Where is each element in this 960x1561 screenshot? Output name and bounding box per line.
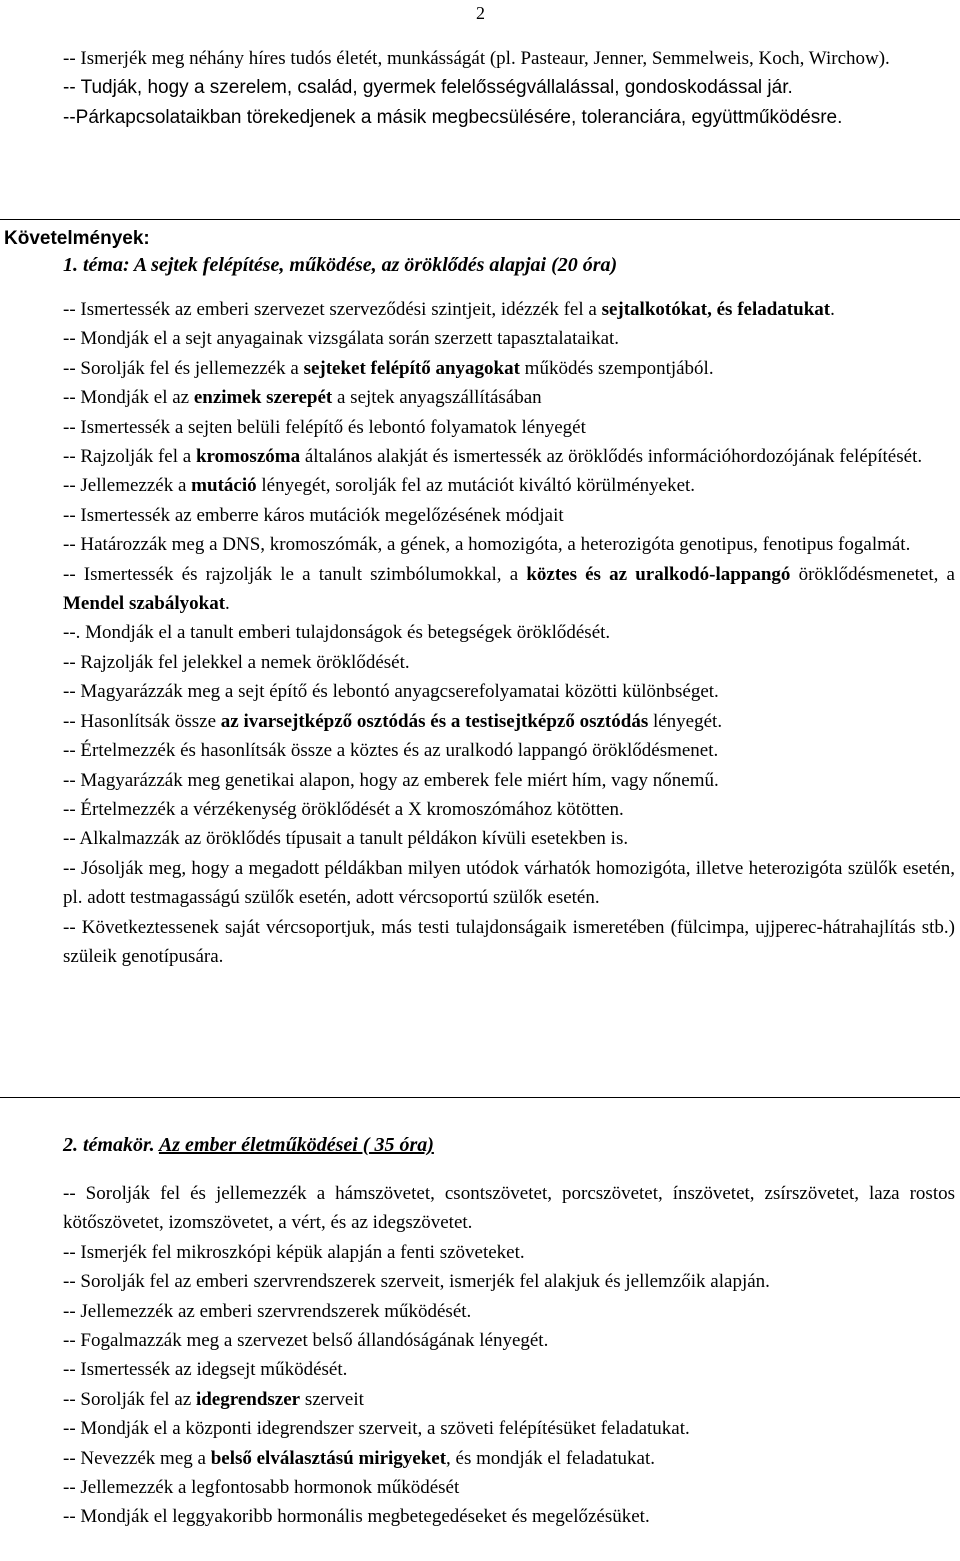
requirement-item [63, 1326, 955, 1355]
item-text: -- Rajzolják fel jelekkel a nemek öröklődését. [63, 651, 410, 673]
item-text: -- Jósolják meg, hogy a megadott példákban milyen utódok várhatók homozigóta, illetve heterozigóta szülők esetén, pl. adott testmagasságú szülők esetén, adott vércsoportú szülők esetén. [63, 857, 955, 909]
intro-item: -- Tudják, hogy a szerelem, család, gyermek felelősségvállalással, gondoskodással jár. [63, 77, 793, 99]
item-text: -- Magyarázzák meg a sejt építő és lebontó anyagcserefolyamatai közötti különbséget. [63, 681, 719, 703]
item-text: lényegét, sorolják fel az mutációt kiváltó körülményeket. [256, 475, 696, 497]
item-text: -- Magyarázzák meg genetikai alapon, hogy az emberek fele miért hím, vagy nőnemű. [63, 769, 719, 791]
item-text: -- Ismerjék fel mikroszkópi képük alapján a fenti szöveteket. [63, 1241, 525, 1263]
bold-term: mutáció [191, 475, 257, 497]
item-text: -- Ismertessék a sejten belüli felépítő és lebontó folyamatok lényegét [63, 416, 586, 438]
topic2-title-text: Az ember életműködései ( 35 óra) [158, 1134, 434, 1156]
requirement-item [63, 383, 955, 412]
item-text: -- Mondják el leggyakoribb hormonális megbetegedéseket és megelőzésüket. [63, 1506, 650, 1528]
requirement-item [63, 854, 955, 913]
bold-term: sejtalkotókat, és feladatukat [601, 299, 831, 320]
item-text: öröklődésmenetet, a [790, 563, 955, 585]
item-text: -- Sorolják fel és jellemezzék a hámszövetet, csontszövetet, porcszövetet, ínszövetet, zsírszövetet, laza rostos kötőszövetet, izomszövetet, a vért, és az idegszövetet. [63, 1183, 955, 1234]
requirement-item [63, 1502, 955, 1531]
topic1-items [63, 295, 955, 971]
bold-term: sejteket felépítő anyagokat [303, 357, 520, 379]
bold-term: enzimek szerepét [193, 387, 333, 409]
bold-term: köztes és az uralkodó-lappangó [526, 563, 791, 585]
topic2-number: 2. témakör. [63, 1134, 155, 1156]
topic1-title: 1. téma: A sejtek felépítése, működése, az öröklődés alapjai (20 óra) [63, 254, 618, 276]
requirement-item [63, 442, 955, 471]
bold-term: kromoszóma [195, 446, 301, 468]
item-text: -- Ismertessék az idegsejt működését. [63, 1359, 348, 1381]
requirement-item [63, 707, 955, 736]
item-text: működés szempontjából. [519, 357, 714, 379]
requirement-item [63, 324, 955, 353]
item-text: -- Sorolják fel az [63, 1388, 196, 1410]
requirement-item [63, 1414, 955, 1443]
item-text: . [225, 593, 230, 615]
topic2-title [63, 1134, 434, 1157]
item-text: a sejtek anyagszállításában [332, 387, 542, 409]
item-text: -- Jellemezzék a legfontosabb hormonok működését [63, 1477, 460, 1499]
bold-term: Mendel szabályokat [63, 593, 226, 615]
bold-term: belső elválasztású mirigyeket [210, 1447, 447, 1469]
item-text: -- Következtessenek saját vércsoportjuk, más testi tulajdonságaik ismeretében (fülcimpa, ujjperec-hátrahajlítás stb.) szüleik genotípusára. [63, 916, 955, 967]
requirement-item [63, 501, 955, 530]
item-text: . [830, 299, 835, 320]
requirement-item [63, 530, 955, 559]
topic2-items [63, 1179, 955, 1532]
requirement-item [63, 1355, 955, 1384]
requirement-item [63, 1444, 955, 1473]
page-number: 2 [476, 3, 485, 23]
requirement-item [63, 795, 955, 824]
requirement-item [63, 1267, 955, 1296]
bold-term: az ivarsejtképző osztódás és a testisejtképző osztódás [220, 710, 649, 732]
requirement-item [63, 1385, 955, 1414]
requirement-item [63, 1238, 955, 1267]
requirement-item [63, 648, 955, 677]
item-text: -- Sorolják fel az emberi szervrendszerek szerveit, ismerjék fel alakjuk és jellemzőik alapján. [63, 1271, 770, 1293]
item-text: , és mondják el feladatukat. [446, 1447, 655, 1469]
item-text: -- Ismertessék az emberre káros mutációk megelőzésének módjait [63, 504, 564, 526]
divider [0, 1097, 960, 1098]
requirement-item [63, 471, 955, 500]
item-text: -- Ismertessék az emberi szervezet szerveződési szintjeit, idézzék fel a [63, 299, 602, 320]
intro-item: --Párkapcsolataikban törekedjenek a másik megbecsülésére, toleranciára, együttműködésre. [63, 106, 843, 128]
item-text: -- Rajzolják fel a [63, 446, 196, 468]
requirement-item [63, 913, 955, 972]
requirement-item [63, 413, 955, 442]
bold-term: idegrendszer [195, 1388, 301, 1410]
requirement-item [63, 354, 955, 383]
item-text: -- Határozzák meg a DNS, kromoszómák, a gének, a homozigóta, a heterozigóta genotipus, fenotipus fogalmát. [63, 534, 911, 556]
intro-block [63, 44, 955, 132]
intro-item: -- Ismerjék meg néhány híres tudós életét, munkásságát (pl. Pasteaur, Jenner, Semmelweis, Koch, Wirchow). [63, 48, 890, 69]
item-text: -- Mondják el az [63, 387, 194, 409]
requirement-item [63, 1473, 955, 1502]
item-text: -- Alkalmazzák az öröklődés típusait a tanult példákon kívüli esetekben is. [63, 828, 629, 850]
item-text: -- Jellemezzék a [63, 475, 192, 497]
item-text: --. Mondják el a tanult emberi tulajdonságok és betegségek öröklődését. [63, 622, 611, 644]
item-text: -- Mondják el a központi idegrendszer szerveit, a szöveti felépítésüket feladatukat. [63, 1418, 690, 1440]
item-text: -- Fogalmazzák meg a szervezet belső állandóságának lényegét. [63, 1330, 549, 1352]
item-text: lényegét. [648, 710, 723, 732]
divider [0, 219, 960, 220]
requirement-item [63, 1179, 955, 1238]
item-text: -- Hasonlítsák össze [63, 710, 221, 732]
requirement-item [63, 677, 955, 706]
item-text: -- Sorolják fel és jellemezzék a [63, 357, 304, 379]
item-text: -- Értelmezzék és hasonlítsák össze a köztes és az uralkodó lappangó öröklődésmenet. [63, 740, 719, 762]
item-text: -- Jellemezzék az emberi szervrendszerek működését. [63, 1300, 472, 1322]
item-text: -- Ismertessék és rajzolják le a tanult szimbólumokkal, a [63, 563, 527, 585]
requirement-item [63, 618, 955, 647]
requirements-heading: Követelmények: [4, 228, 150, 249]
requirement-item [63, 295, 955, 324]
requirement-item [63, 766, 955, 795]
item-text: általános alakját és ismertessék az öröklődés információhordozójának felépítését. [300, 446, 923, 468]
requirement-item [63, 824, 955, 853]
requirement-item [63, 736, 955, 765]
requirement-item [63, 1297, 955, 1326]
item-text: szerveit [300, 1388, 364, 1410]
item-text: -- Mondják el a sejt anyagainak vizsgálata során szerzett tapasztalataikat. [63, 328, 620, 350]
item-text: -- Nevezzék meg a [63, 1447, 211, 1469]
item-text: -- Értelmezzék a vérzékenység öröklődését a X kromoszómához kötötten. [63, 798, 624, 820]
requirement-item [63, 560, 955, 619]
